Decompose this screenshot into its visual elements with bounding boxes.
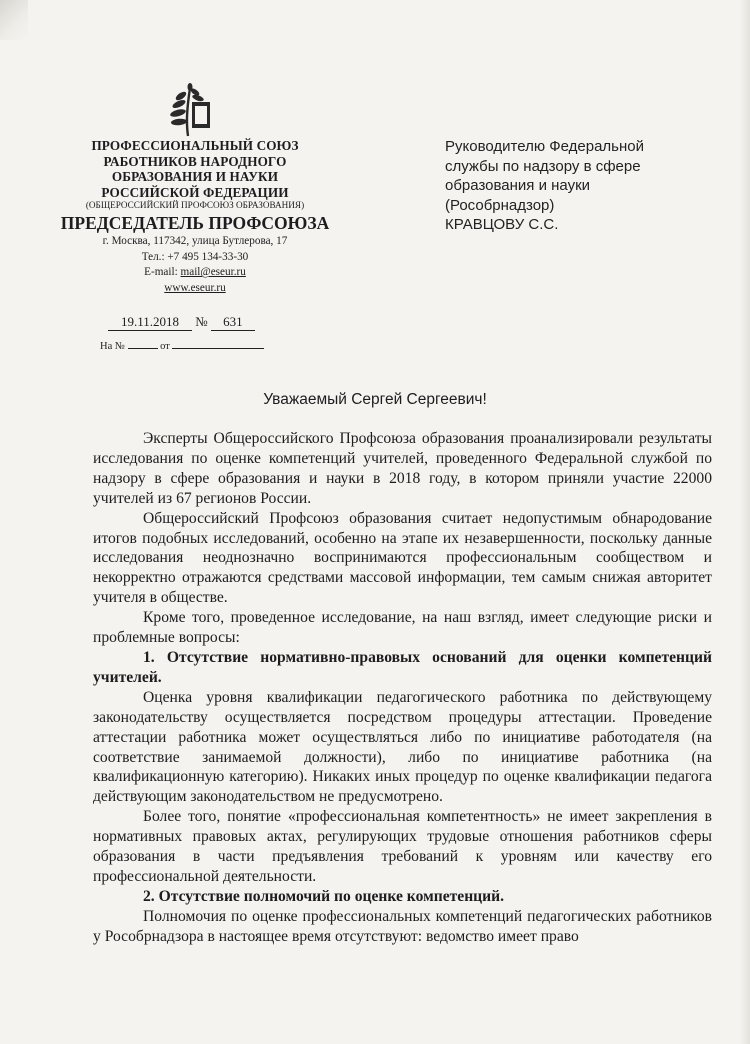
paragraph: Оценка уровня квалификации педагогического работника по действующему законодательству осуществляется посредством процедуры аттестации. Проведение аттестации работника может осуществляться либо по инициативе работодателя (на соответствие занимаемой должности), либо по инициативе работника (на квалификационную категорию). Никаких иных процедур по оценке квалификации педагога действующим законодательством не предусмотрено. [93, 688, 712, 806]
addressee-line-5: КРАВЦОВУ С.С. [445, 216, 559, 234]
addressee-line-2: службы по надзору в сфере [445, 157, 641, 175]
addressee-line-4: (Рособрнадзор) [445, 196, 555, 214]
org-name-line-2: РАБОТНИКОВ НАРОДНОГО [103, 153, 287, 169]
letter-body [93, 429, 712, 947]
sender-address: г. Москва, 117342, улица Бутлерова, 17 [102, 235, 288, 248]
reference-from-label: от [160, 341, 170, 352]
page-edge-shadow [740, 0, 750, 1044]
addressee-block [445, 137, 705, 235]
reference-date-blank [172, 348, 264, 349]
section-heading-1: 1. Отсутствие нормативно-правовых оснований для оценки компетенций учителей. [93, 648, 712, 686]
paragraph: Кроме того, проведенное исследование, на наш взгляд, имеет следующие риски и проблемные вопросы: [93, 609, 712, 647]
reference-number-blank [128, 348, 158, 349]
paragraph: Общероссийский Профсоюз образования считает недопустимым обнародование итогов подобных исследований, особенно на этапе их незавершенности, поскольку данные исследования неоднозначно воспринимаются профессиональным сообществом и некорректно отражаются средствами массовой информации, тем самым снижая авторитет учителя в обществе. [93, 509, 712, 607]
addressee-line-3: образования и науки [445, 177, 591, 195]
greeting: Уважаемый Сергей Сергеевич! [263, 391, 487, 408]
org-name-line-4: РОССИЙСКОЙ ФЕДЕРАЦИИ [101, 184, 289, 200]
reference-label: На № [100, 341, 125, 352]
paragraph: Более того, понятие «профессиональная компетентность» не имеет закрепления в нормативных правовых актах, регулирующих трудовые отношения работников сферы образования в части предъявления требований к уровням или качеству его профессиональной деятельности. [93, 808, 712, 885]
number-label: № [195, 314, 208, 329]
sender-email-line [60, 265, 330, 280]
paragraph: Эксперты Общероссийского Профсоюза образования проанализировали результаты исследования по оценке компетенций учителей, проведенного Федеральной службой по надзору в сфере образования и науки в 2018 году, в котором приняли участие 22000 учителей из 67 регионов России. [93, 430, 712, 507]
website-link[interactable]: www.eseur.ru [164, 281, 226, 294]
page-corner-shadow [0, 0, 28, 40]
org-name-line-3: ОБРАЗОВАНИЯ И НАУКИ [111, 169, 279, 185]
email-label: E-mail: [144, 266, 181, 279]
paragraph: Полномочия по оценке профессиональных компетенций педагогических работников у Рособрнадзора в настоящее время отсутствуют: ведомство имеет право [93, 907, 712, 945]
sender-block [60, 138, 330, 296]
sender-phone: Тел.: +7 495 134-33-30 [141, 250, 249, 263]
reference-line [100, 341, 264, 352]
addressee-line-1: Руководителю Федеральной [445, 138, 645, 155]
union-emblem-icon [166, 82, 214, 138]
email-link[interactable]: mail@eseur.ru [180, 266, 246, 279]
org-name-line-1: ПРОФЕССИОНАЛЬНЫЙ СОЮЗ [91, 138, 299, 153]
section-heading-2: 2. Отсутствие полномочий по оценке компетенций. [143, 887, 505, 905]
registration-date: 19.11.2018 [108, 314, 192, 331]
sender-title: ПРЕДСЕДАТЕЛЬ ПРОФСОЮЗА [60, 213, 330, 234]
registration-number: 631 [211, 314, 255, 331]
org-subtitle: (ОБЩЕРОССИЙСКИЙ ПРОФСОЮЗ ОБРАЗОВАНИЯ) [85, 200, 305, 211]
registration-line [108, 314, 255, 331]
